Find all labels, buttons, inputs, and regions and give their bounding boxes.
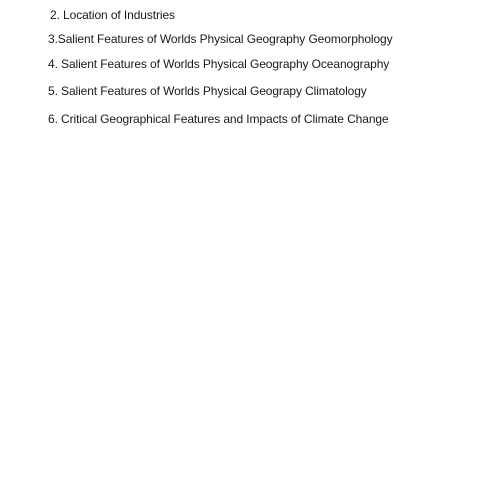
topic-list xyxy=(0,0,500,140)
topic-item-location-of-industries: 2. Location of Industries xyxy=(50,8,175,22)
topic-item-climatology: 5. Salient Features of Worlds Physical Geograpy Climatology xyxy=(48,84,367,98)
topic-item-oceanography: 4. Salient Features of Worlds Physical Geography Oceanography xyxy=(48,57,390,71)
topic-item-climate-change: 6. Critical Geographical Features and Impacts of Climate Change xyxy=(48,112,389,126)
topic-item-geomorphology: 3.Salient Features of Worlds Physical Geography Geomorphology xyxy=(48,32,393,46)
